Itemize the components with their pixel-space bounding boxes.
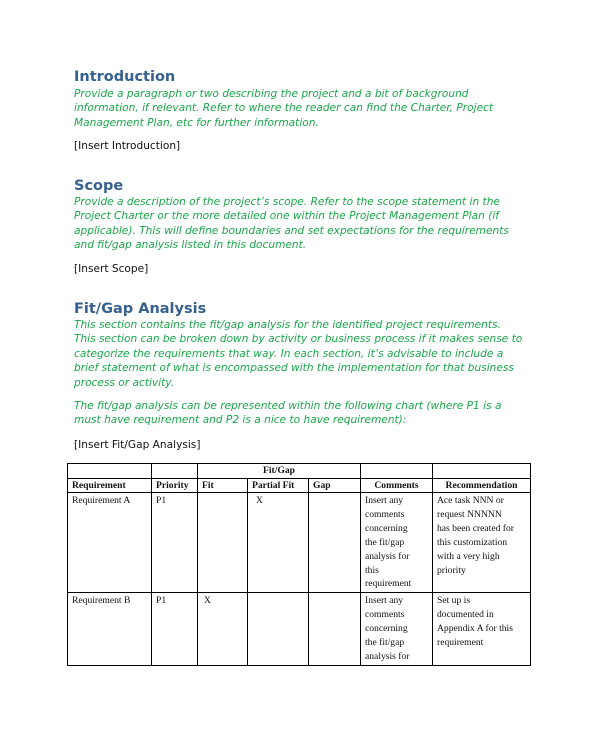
cell-recommendation: Ace task NNN or request NNNNN has been created for this customization with a very high priority [433, 493, 531, 593]
cell-partial-fit: X [248, 493, 309, 593]
fitgap-table [67, 463, 531, 666]
col-header-priority: Priority [152, 479, 198, 493]
scope-placeholder: [Insert Scope] [74, 263, 149, 275]
cell-requirement: Requirement B [68, 593, 152, 666]
cell-priority: P1 [152, 493, 198, 593]
header-spacer [361, 464, 433, 479]
col-header-gap: Gap [309, 479, 361, 493]
fitgap-group-header: Fit/Gap [198, 464, 361, 479]
cell-comments: Insert any comments concerning the fit/gap analysis for this requirement [361, 493, 433, 593]
cell-fit: X [198, 593, 248, 666]
table-header-row [68, 479, 531, 493]
scope-heading: Scope [74, 178, 124, 194]
cell-gap [309, 593, 361, 666]
fitgap-chart-guidance: The fit/gap analysis can be represented within the following chart (where P1 is a must have requirement and P2 is a nice to have requirement): [74, 400, 502, 427]
introduction-heading: Introduction [74, 69, 176, 85]
introduction-guidance: Provide a paragraph or two describing the project and a bit of background information, if relevant. Refer to where the reader can find the Charter, Project Management Plan, etc for further information. [74, 88, 494, 129]
fitgap-heading: Fit/Gap Analysis [74, 301, 207, 317]
col-header-comments: Comments [361, 479, 433, 493]
introduction-placeholder: [Insert Introduction] [74, 140, 181, 152]
table-row [68, 493, 531, 593]
cell-partial-fit [248, 593, 309, 666]
cell-requirement: Requirement A [68, 493, 152, 593]
fitgap-placeholder: [Insert Fit/Gap Analysis] [74, 439, 201, 451]
cell-fit [198, 493, 248, 593]
header-spacer [68, 464, 152, 479]
col-header-recommendation: Recommendation [433, 479, 531, 493]
cell-gap [309, 493, 361, 593]
header-spacer [433, 464, 531, 479]
cell-priority: P1 [152, 593, 198, 666]
fitgap-guidance: This section contains the fit/gap analysis for the identified project requirements. This section can be broken down by activity or business process if it makes sense to categorize the requirements that way. In each section, it’s advisable to include a brief statement of what is encompassed with the implementation for that business process or activity. [74, 319, 523, 389]
cell-recommendation: Set up is documented in Appendix A for this requirement [433, 593, 531, 666]
col-header-requirement: Requirement [68, 479, 152, 493]
table-row [68, 593, 531, 666]
scope-guidance: Provide a description of the project’s scope. Refer to the scope statement in the Project Charter or the more detailed one within the Project Management Plan (if applicable). This will define boundaries and set expectations for the requirements and fit/gap analysis listed in this document. [74, 196, 509, 252]
col-header-fit: Fit [198, 479, 248, 493]
cell-comments: Insert any comments concerning the fit/gap analysis for [361, 593, 433, 666]
table-group-header-row [68, 464, 531, 479]
col-header-partial-fit: Partial Fit [248, 479, 309, 493]
header-spacer [152, 464, 198, 479]
